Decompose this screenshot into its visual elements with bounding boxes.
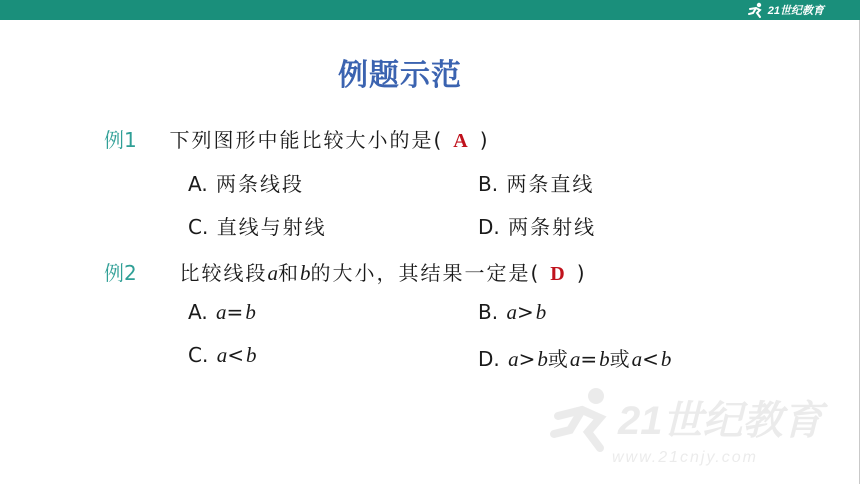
option-letter: A. [188, 172, 208, 196]
example1-close-paren: ) [479, 128, 490, 152]
option-letter: D. [478, 347, 500, 371]
example1-label: 例1 [104, 128, 137, 152]
variable-b: b [299, 261, 311, 285]
example1-option-a [188, 168, 304, 197]
runner-icon [747, 2, 765, 18]
example2-text-and: 和 [277, 261, 300, 285]
example2-option-c [188, 343, 256, 368]
operator: > [516, 300, 536, 324]
variable-a: a [569, 347, 581, 371]
or-word: 或 [547, 347, 570, 371]
option-text: 直线与射线 [216, 215, 327, 239]
watermark-url: www.21cnjy.com [612, 449, 758, 466]
variable-b: b [245, 300, 256, 324]
variable-b: b [537, 347, 548, 371]
header-bar [0, 0, 860, 20]
or-word: 或 [609, 347, 632, 371]
example1-option-b [478, 168, 594, 197]
option-text: 两条射线 [508, 215, 597, 239]
example2-answer: D [550, 263, 567, 285]
example2-option-b [478, 300, 546, 325]
watermark-text: 21世纪教育 [618, 399, 823, 443]
variable-b: b [599, 347, 610, 371]
example2-text-1: 比较线段 [179, 261, 268, 285]
option-letter: C. [188, 215, 209, 239]
operator: > [518, 347, 538, 371]
variable-a: a [267, 261, 278, 285]
variable-a: a [216, 343, 228, 367]
example2-close-paren: ) [576, 261, 587, 285]
page-title: 例题示范 [338, 58, 462, 93]
brand-logo [747, 1, 824, 19]
example1-option-d [478, 211, 596, 240]
operator: = [226, 300, 246, 324]
option-letter: D. [478, 215, 500, 239]
variable-b: b [245, 343, 257, 367]
operator: < [227, 343, 246, 367]
example1-option-c [188, 211, 327, 240]
variable-b: b [535, 300, 547, 324]
option-letter: A. [188, 300, 208, 324]
example1-question [104, 124, 490, 153]
operator: = [580, 347, 600, 371]
example2-label: 例2 [104, 261, 137, 285]
variable-b: b [660, 347, 672, 371]
brand-text: 21世纪教育 [767, 5, 824, 17]
example2-text-2: 的大小，其结果一定是( [310, 261, 541, 285]
variable-a: a [508, 347, 519, 371]
option-letter: C. [188, 343, 209, 367]
option-letter: B. [478, 172, 499, 196]
example1-question-text: 下列图形中能比较大小的是( [169, 128, 444, 152]
example2-option-d [478, 343, 671, 372]
watermark-logo [548, 382, 848, 476]
example1-answer: A [453, 130, 470, 152]
example2-option-a [188, 300, 256, 325]
option-letter: B. [478, 300, 499, 324]
operator: < [642, 347, 661, 371]
option-text: 两条直线 [506, 172, 595, 196]
variable-a: a [631, 347, 643, 371]
example2-question [104, 257, 587, 286]
variable-a: a [216, 300, 227, 324]
variable-a: a [506, 300, 517, 324]
option-text: 两条线段 [216, 172, 305, 196]
watermark-runner-icon [548, 382, 848, 472]
